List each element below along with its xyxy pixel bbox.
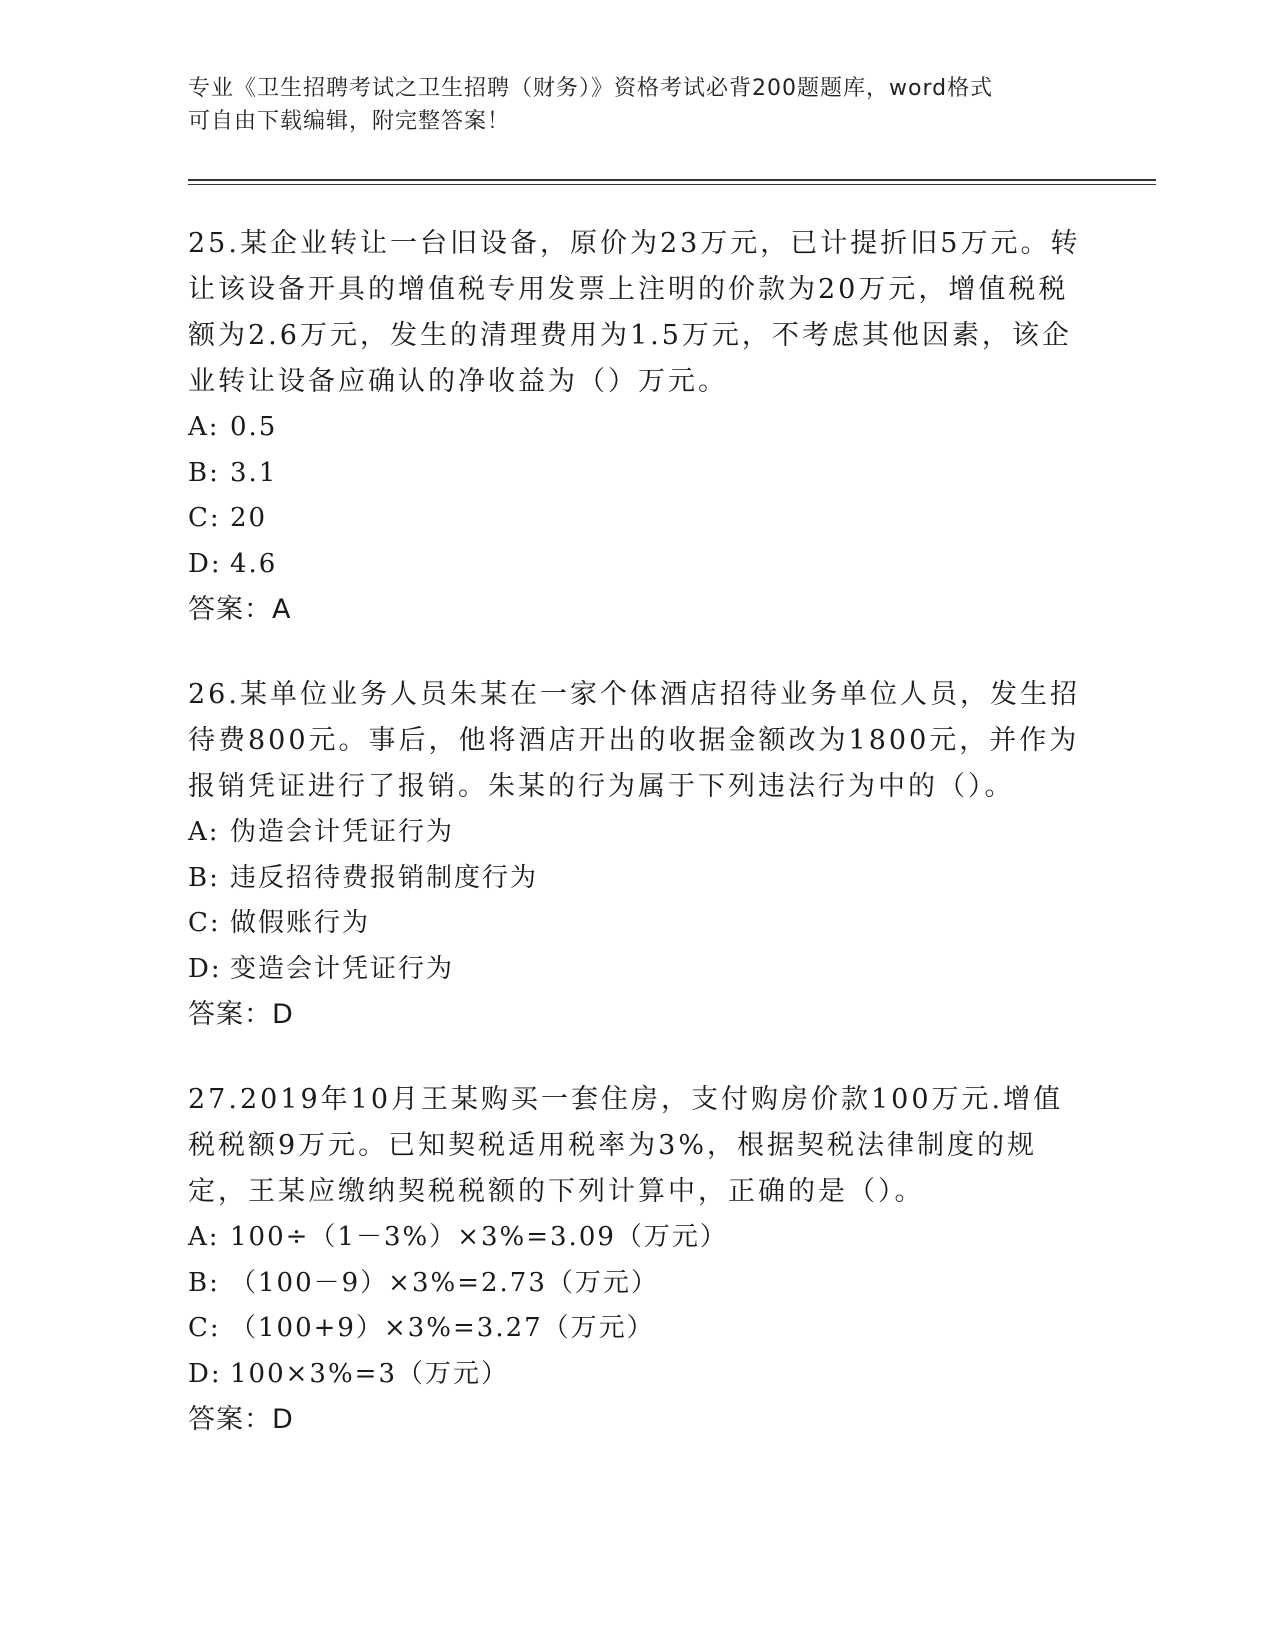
option-text: 20 (230, 503, 268, 533)
question-27 (188, 1077, 1088, 1443)
option-letter: C: (188, 503, 221, 533)
answer-line: 答案：A (188, 594, 292, 625)
answer-line: 答案：D (188, 999, 294, 1030)
option-letter: B: (188, 457, 220, 488)
option-letter: D: (188, 1358, 222, 1389)
question-stem: 26.某单位业务人员朱某在一家个体酒店招待业务单位人员，发生招待费800元。事后，他将酒店开出的收据金额改为1800元，并作为报销凭证进行了报销。朱某的行为属于下列违法行为中的（）。 (188, 679, 1080, 802)
option-letter: B: (188, 862, 220, 893)
option-text: 4.6 (230, 548, 278, 579)
header-line-2: 可自由下载编辑，附完整答案！ (188, 109, 511, 134)
option-a (188, 810, 1088, 856)
option-a (188, 1215, 1088, 1261)
question-stem: 25.某企业转让一台旧设备，原价为23万元，已计提折旧5万元。转让该设备开具的增值税专用发票上注明的价款为20万元，增值税税额为2.6万元，发生的清理费用为1.5万元，不考虑其他因素，该企业转让设备应确认的净收益为（）万元。 (188, 228, 1081, 397)
option-b (188, 1261, 1088, 1307)
option-text: 违反招待费报销制度行为 (230, 862, 539, 893)
option-text: 100×3%=3（万元） (230, 1358, 509, 1389)
option-d (188, 947, 1088, 993)
option-text: 做假账行为 (230, 908, 371, 938)
option-letter: C: (188, 1313, 221, 1343)
answer-line: 答案：D (188, 1404, 294, 1435)
option-b (188, 451, 1088, 497)
option-letter: D: (188, 548, 222, 579)
option-letter: A: (188, 1222, 220, 1252)
option-c (188, 901, 1088, 947)
option-text: 3.1 (230, 457, 278, 488)
option-text: （100+9）×3%=3.27（万元） (230, 1313, 655, 1343)
option-letter: A: (188, 412, 220, 442)
option-d (188, 542, 1088, 588)
header-divider-thin (188, 184, 1156, 185)
question-25 (188, 221, 1088, 633)
option-text: 100÷（1－3%）×3%=3.09（万元） (230, 1222, 728, 1252)
option-a (188, 405, 1088, 451)
option-text: （100－9）×3%=2.73（万元） (230, 1267, 659, 1298)
option-d (188, 1352, 1088, 1398)
option-text: 变造会计凭证行为 (230, 953, 455, 984)
option-b (188, 856, 1088, 902)
option-text: 伪造会计凭证行为 (230, 817, 455, 847)
header-line-1: 专业《卫生招聘考试之卫生招聘（财务）》资格考试必背200题题库，word格式 (188, 76, 994, 101)
question-26 (188, 672, 1088, 1038)
option-letter: D: (188, 953, 222, 984)
option-letter: C: (188, 908, 221, 938)
option-c (188, 496, 1088, 542)
option-letter: A: (188, 817, 220, 847)
option-text: 0.5 (230, 412, 278, 442)
header-divider (188, 179, 1156, 181)
option-c (188, 1306, 1088, 1352)
option-letter: B: (188, 1267, 220, 1298)
document-header (188, 72, 1088, 138)
question-stem: 27.2019年10月王某购买一套住房，支付购房价款100万元.增值税税额9万元。已知契税适用税率为3%，根据契税法律制度的规定，王某应缴纳契税税额的下列计算中，正确的是（）。 (188, 1084, 1064, 1207)
